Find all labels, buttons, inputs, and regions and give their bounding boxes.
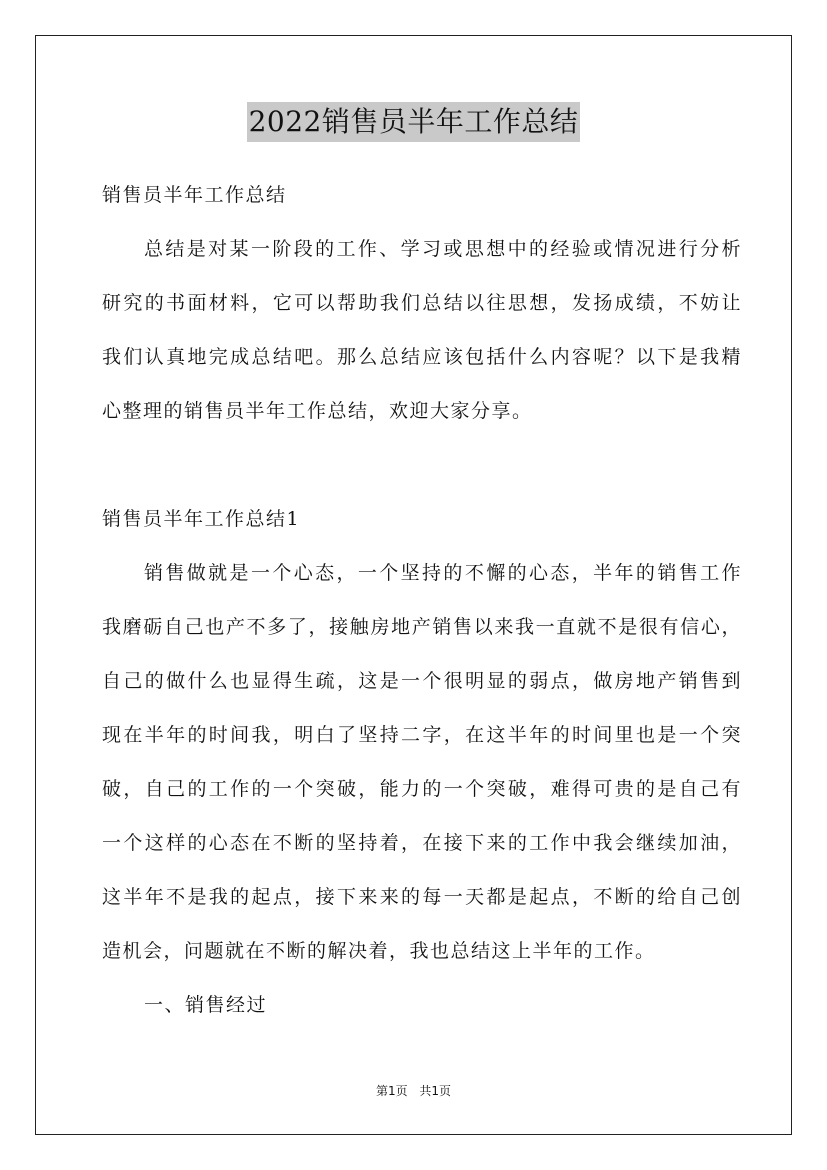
section-line-4: 现在半年的时间我，明白了坚持二字，在这半年的时间里也是一个突 [102, 724, 742, 746]
section-line-3: 自己的做什么也显得生疏，这是一个很明显的弱点，做房地产销售到 [102, 670, 742, 692]
intro-line-3: 我们认真地完成总结吧。那么总结应该包括什么内容呢？以下是我精 [102, 346, 742, 368]
section-line-7: 这半年不是我的起点，接下来来的每一天都是起点，不断的给自己创 [102, 886, 742, 908]
document-title: 2022销售员半年工作总结 [247, 102, 581, 142]
section-line-5: 破，自己的工作的一个突破，能力的一个突破，难得可贵的是自己有 [102, 778, 742, 800]
section-heading: 销售员半年工作总结1 [102, 508, 301, 530]
page-footer [0, 1082, 827, 1099]
section-line-1: 销售做就是一个心态，一个坚持的不懈的心态，半年的销售工作 [144, 562, 742, 584]
paragraph-gap [102, 438, 742, 492]
title-container [0, 102, 827, 142]
section-line-2: 我磨砺自己也产不多了，接触房地产销售以来我一直就不是很有信心， [102, 616, 742, 638]
intro-line-4: 心整理的销售员半年工作总结，欢迎大家分享。 [102, 400, 533, 422]
subsection-heading: 一、销售经过 [144, 994, 268, 1016]
page-number: 第1页 [375, 1084, 408, 1098]
page-total: 共1页 [419, 1084, 452, 1098]
intro-line-1: 总结是对某一阶段的工作、学习或思想中的经验或情况进行分析 [144, 238, 742, 260]
section-line-8: 造机会，问题就在不断的解决着，我也总结这上半年的工作。 [102, 940, 656, 962]
document-body [102, 168, 742, 1032]
document-subtitle: 销售员半年工作总结 [102, 184, 287, 206]
section-line-6: 一个这样的心态在不断的坚持着，在接下来的工作中我会继续加油， [102, 832, 742, 854]
intro-line-2: 研究的书面材料，它可以帮助我们总结以往思想，发扬成绩，不妨让 [102, 292, 742, 314]
